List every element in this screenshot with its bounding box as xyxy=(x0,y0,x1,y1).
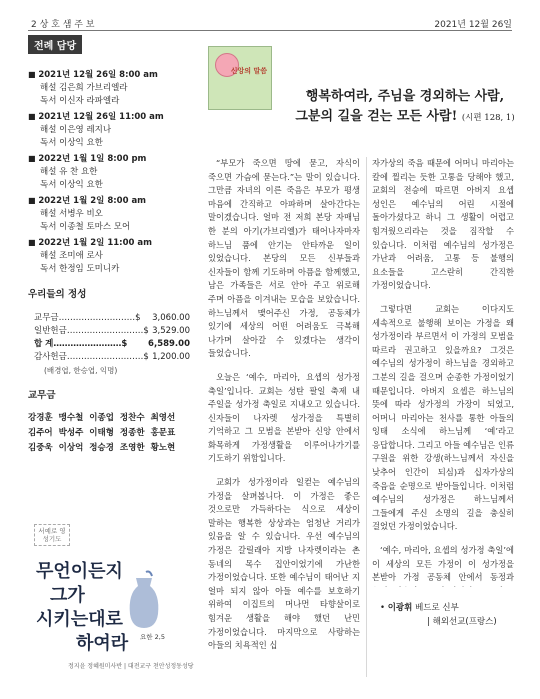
finance-amount: 6,589.00 xyxy=(148,339,190,349)
finance-row-total xyxy=(28,338,190,351)
event-role: 해설 김은희 가브리엘라 xyxy=(40,83,128,93)
calligraphy-footer: 정지윤 정혜원미사반 | 대전교구 천안성정동성당 xyxy=(68,663,194,670)
event-role: 독서 한정임 도미니카 xyxy=(40,264,120,274)
finance-label: 합 계……………………$ xyxy=(34,339,128,349)
article-column-2 xyxy=(372,157,514,587)
title-reference: (시편 128, 1) xyxy=(461,113,515,123)
author-note: | 해외선교(프랑스) xyxy=(427,617,497,627)
elder-name: 맹수철 xyxy=(58,413,84,423)
calligraphy-text xyxy=(36,560,128,656)
paragraph: 오늘은 ‘예수, 마리아, 요셉의 성가정 축일’입니다. 교회는 성탄 팔일 축제 내 주일을 성가정 축일로 지내오고 있습니다. 신자들이 나자렛 성가정을 특별히 기억하고 그 모범을 본받아 신앙 안에서 화목하게 가정생활을 이루어나가기를 기도하기 위함입니다. xyxy=(208,371,360,464)
event-role: 독서 이신자 라파엘라 xyxy=(40,96,120,106)
author-name: 이광휘 xyxy=(387,603,413,613)
elder-name: 정찬수 xyxy=(119,413,145,423)
elders-row xyxy=(28,426,190,441)
calligraphy-seal: 서예로 영성기도 xyxy=(34,524,70,546)
thumbnail-label: 신앙의 말씀 xyxy=(230,67,267,75)
finance-label: 일반헌금………………………$ xyxy=(34,326,149,336)
jar-icon xyxy=(126,570,162,630)
schedule-event xyxy=(28,194,190,234)
paragraph: 교회가 성가정이라 일컫는 예수님의 가정을 살펴봅니다. 이 가정은 좋은 것으로만 가득하다는 식으로 세상이 말하는 행복한 상상과는 엄청난 거리가 있음을 알 수 있습니다. 우선 예수님의 가정은 갈릴래아 지방 나자렛이라는 촌 동네의 목수 집안이었기에 가난한 가정이었습니다. 또한 예수님이 태어난 지 얼마 되지 않아 아들 예수를 보호하기 위하여 이집트의 머나먼 타향살이로 힘겨운 생활을 해야 했던 난민 가정이었습니다. 마지막으로 사랑하는 아들의 치욕적인 십 xyxy=(208,477,360,651)
title-line: 그분의 길을 걷는 모든 사람! xyxy=(295,109,458,124)
event-role: 해설 서병우 비오 xyxy=(40,209,103,219)
finance-amount: 3,529.00 xyxy=(152,326,190,336)
finance-list xyxy=(28,312,190,377)
calligraphy-line: 하여라 xyxy=(76,633,129,654)
elder-name: 김중욱 xyxy=(28,443,53,453)
elder-name: 정종한 xyxy=(119,428,145,438)
schedule-event xyxy=(28,236,190,276)
elder-name: 이상억 xyxy=(58,443,84,453)
calligraphy-cite: 요한 2,5 xyxy=(140,633,165,641)
elder-name: 김주어 xyxy=(28,428,53,438)
author-role: 베드로 신부 xyxy=(415,603,459,613)
elder-name: 정승경 xyxy=(89,443,114,453)
elders-row xyxy=(28,411,190,426)
calligraphy-line: 시키는대로 xyxy=(36,609,123,630)
article-column-1 xyxy=(208,157,360,677)
finance-title: 우리들의 정성 xyxy=(28,289,87,300)
elder-name: 조영한 xyxy=(119,443,145,453)
page-header-date: 2021년 12월 26일 xyxy=(434,20,512,30)
event-datetime: ■ 2022년 1월 2일 8:00 am xyxy=(28,194,190,208)
schedule-event xyxy=(28,110,190,150)
elder-name: 최영선 xyxy=(150,413,176,423)
calligraphy-line: 무언이든지 xyxy=(36,561,123,582)
finance-label: 감사헌금………………………$ xyxy=(34,352,149,362)
title-line: 행복하여라, 주님을 경외하는 사람, xyxy=(305,89,505,104)
elder-name: 홍문표 xyxy=(150,428,176,438)
elder-name: 황노현 xyxy=(150,443,176,453)
paragraph: ‘예수, 마리아, 요셉의 성가정 축일’에 이 세상의 모든 가정이 이 성가정을 본받아 가정 공동체 안에서 동정과 xyxy=(372,545,514,583)
finance-row xyxy=(28,312,190,325)
event-datetime: ■ 2021년 12월 26일 11:00 am xyxy=(28,110,190,124)
event-datetime: ■ 2022년 1월 2일 11:00 am xyxy=(28,236,190,250)
finance-amount: 3,060.00 xyxy=(152,313,190,323)
finance-note: (배경엽, 한승엽, 익명) xyxy=(44,366,118,375)
column-divider xyxy=(366,157,367,677)
calligraphy-line: 그가 xyxy=(50,585,85,606)
sidebar xyxy=(28,34,190,456)
calligraphy-artwork xyxy=(28,520,194,675)
liturgy-title: 전례 담당 xyxy=(28,35,82,54)
schedule-event xyxy=(28,68,190,108)
elders-row xyxy=(28,441,190,456)
page-header-left: 2 상 호 샘 주 보 xyxy=(31,20,95,30)
elder-name: 이종업 xyxy=(89,413,114,423)
event-role: 독서 이상익 요한 xyxy=(40,138,103,148)
elder-name: 강경훈 xyxy=(28,413,53,423)
finance-row xyxy=(28,325,190,338)
event-role: 해설 이은영 레지나 xyxy=(40,125,112,135)
finance-amount: 1,200.00 xyxy=(152,352,190,362)
event-role: 해설 조미애 로사 xyxy=(40,251,103,261)
event-role: 해설 유 찬 요한 xyxy=(40,167,98,177)
schedule-event xyxy=(28,152,190,192)
elder-name: 이태형 xyxy=(89,428,114,438)
article-title xyxy=(290,87,520,128)
finance-row xyxy=(28,351,190,364)
paragraph: 그렇다면 교회는 이다지도 세속적으로 불행해 보이는 가정을 왜 성가정이라 부르면서 이 가정의 모범을 따르라 권고하고 있을까요? 그것은 예수님의 성가정이 하느님을 경외하고 그분의 길을 걸으며 순종한 가정이었기 때문입니다. 아버지 요셉은 하느님의 뜻에 따라 성가정의 가장이 되었고, 어머니 마리아는 천사를 통한 아들의 잉태 소식에 하느님께 ‘예’라고 응답합니다. 그리고 아들 예수님은 인류 구원을 위한 강생(하느님께서 자신을 낮추어 인간이 되심)과 십자가상의 죽음을 순명으로 받아들입니다. 이처럼 예수님의 성가정은 하느님께서 그들에게 주신 소명의 길을 충실히 걸었던 가정이었습니다. xyxy=(372,303,514,532)
thumbnail-image xyxy=(208,46,272,110)
elders-title: 교무금 xyxy=(28,390,56,401)
author-note-text: 해외선교(프랑스) xyxy=(432,617,497,627)
elder-name: 박성주 xyxy=(58,428,84,438)
header-divider xyxy=(28,30,512,31)
event-datetime: ■ 2022년 1월 1일 8:00 pm xyxy=(28,152,190,166)
paragraph: 자가상의 죽음 때문에 어머니 마리아는 칼에 찔리는 듯한 고통을 당해야 했고, 교회의 전승에 따르면 아버지 요셉 성인은 예수님의 어린 시절에 돌아가셨다고 하니 그 생활이 어렵고 힘겨웠으리라는 것을 짐작할 수 있습니다. 이처럼 예수님의 성가정은 가난과 어려움, 고통 등 불행의 요소들을 고스란히 간직한 가정이었습니다. xyxy=(372,158,514,291)
author-signature: • 이광휘 베드로 신부 xyxy=(380,603,459,613)
paragraph: “부모가 죽으면 땅에 묻고, 자식이 죽으면 가슴에 묻는다.”는 말이 있습니다. 그만큼 자녀의 이른 죽음은 부모가 평생 마음에 간직하고 아파하며 살아간다는 말이겠습니다. 얼마 전 저희 본당 자매님 한 분의 아기(가브리엘)가 태어나자마자 하느님 품에 안기는 안타까운 일이 있었습니다. 본당의 모든 신부들과 신자들이 함께 기도하며 아픔을 함께했고, 남은 가족들은 서로 안아 주고 위로해 주며 아픔을 이겨내는 모습을 보았습니다. 하느님께서 맺어주신 가정, 공동체가 있기에 세상의 어떤 어려움도 극복해 나가며 살아갈 수 있겠다는 생각이 들었습니다. xyxy=(208,158,360,359)
event-role: 독서 이종철 토마스 모어 xyxy=(40,222,131,232)
event-role: 독서 이상익 요한 xyxy=(40,180,103,190)
event-datetime: ■ 2021년 12월 26일 8:00 am xyxy=(28,68,190,82)
elders-list xyxy=(28,411,190,456)
liturgy-schedule xyxy=(28,68,190,276)
finance-label: 교무금………………………$ xyxy=(34,313,141,323)
